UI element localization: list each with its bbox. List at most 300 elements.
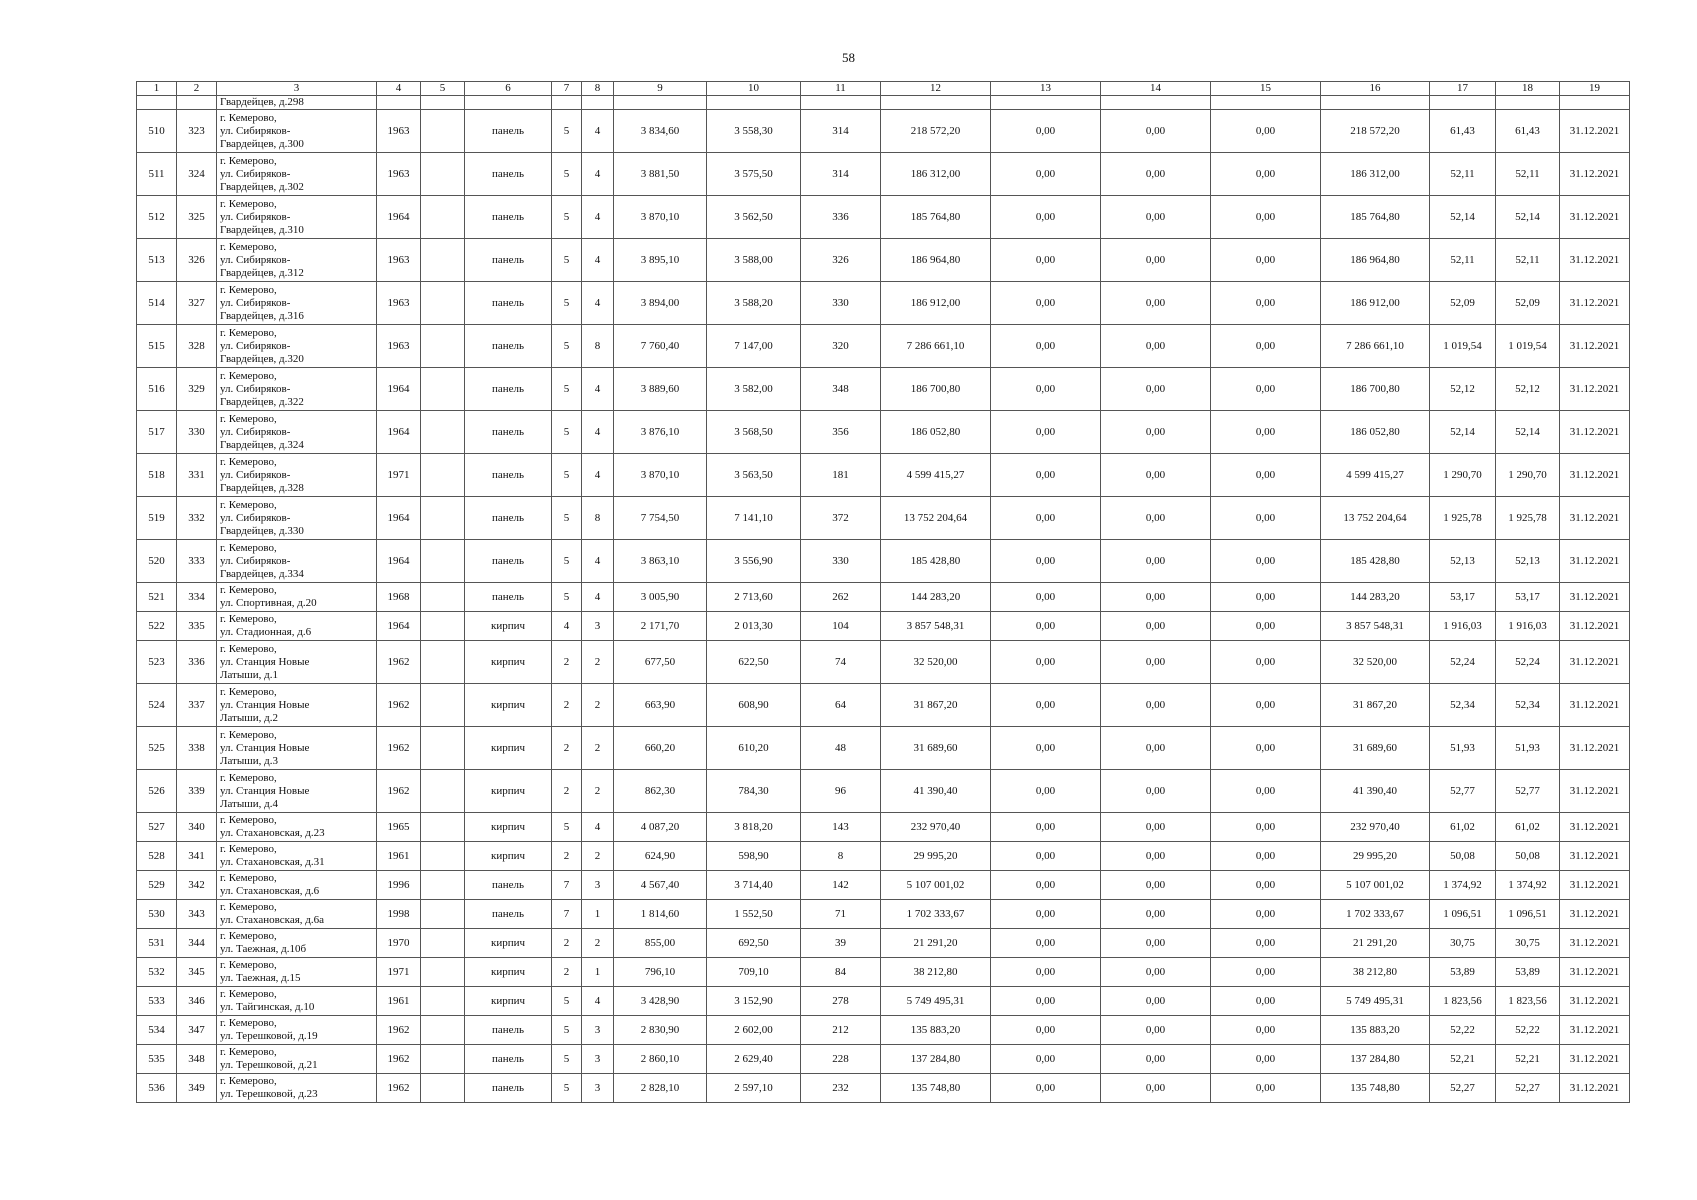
living-area-cell: 2 629,40: [707, 1045, 801, 1074]
fund-16-cell: 186 312,00: [1321, 153, 1430, 196]
residents-cell: 262: [801, 583, 881, 612]
deadline-date-cell: 31.12.2021: [1560, 497, 1630, 540]
entrances-cell: 4: [582, 239, 614, 282]
year-built-cell: 1962: [377, 770, 421, 813]
unit-cost-17-cell: 52,77: [1430, 770, 1496, 813]
fund-13-cell: 0,00: [991, 540, 1101, 583]
entrances-cell: 3: [582, 1016, 614, 1045]
fund-13-cell: 0,00: [991, 411, 1101, 454]
fund-14-cell: 0,00: [1101, 153, 1211, 196]
unit-cost-17-cell: 51,93: [1430, 727, 1496, 770]
total-area-cell: 660,20: [614, 727, 707, 770]
column-5-cell: [421, 929, 465, 958]
address-line: Гвардейцев, д.324: [220, 438, 304, 451]
cost-total-cell: 5 749 495,31: [881, 987, 991, 1016]
column-header: 3: [217, 82, 377, 96]
floors-cell: 5: [552, 540, 582, 583]
residents-cell: 64: [801, 684, 881, 727]
wall-material-cell: кирпич: [465, 641, 552, 684]
column-5-cell: [421, 842, 465, 871]
unit-cost-18-cell: 52,27: [1496, 1074, 1560, 1103]
wall-material-cell: панель: [465, 1045, 552, 1074]
unit-cost-17-cell: 53,89: [1430, 958, 1496, 987]
address-line: г. Кемерово,: [220, 1075, 277, 1087]
fund-13-cell: 0,00: [991, 770, 1101, 813]
deadline-date-cell: 31.12.2021: [1560, 987, 1630, 1016]
address-line: ул. Стадионная, д.6: [220, 626, 312, 638]
fund-16-cell: 32 520,00: [1321, 641, 1430, 684]
row-number-cell: 533: [137, 987, 177, 1016]
address-cell: [217, 1045, 377, 1074]
wall-material-cell: панель: [465, 368, 552, 411]
unit-cost-18-cell: 1 823,56: [1496, 987, 1560, 1016]
fund-13-cell: 0,00: [991, 1045, 1101, 1074]
deadline-date-cell: 31.12.2021: [1560, 958, 1630, 987]
deadline-date-cell: 31.12.2021: [1560, 110, 1630, 153]
house-number-cell: 342: [177, 871, 217, 900]
address-line: ул. Стахановская, д.6: [220, 885, 320, 897]
house-number-cell: 348: [177, 1045, 217, 1074]
wall-material-cell: кирпич: [465, 612, 552, 641]
fund-13-cell: 0,00: [991, 454, 1101, 497]
address-cell: [217, 727, 377, 770]
address-line: г. Кемерово,: [220, 901, 277, 913]
table-row: [137, 900, 1630, 929]
fund-16-cell: 41 390,40: [1321, 770, 1430, 813]
cost-total-cell: 1 702 333,67: [881, 900, 991, 929]
cost-total-cell: 186 312,00: [881, 153, 991, 196]
living-area-cell: 610,20: [707, 727, 801, 770]
cost-total-cell: 135 748,80: [881, 1074, 991, 1103]
entrances-cell: 2: [582, 684, 614, 727]
address-line: ул. Станция Новые: [220, 741, 310, 754]
table-row: [137, 583, 1630, 612]
address-line: ул. Таежная, д.15: [220, 972, 301, 984]
living-area-cell: 3 556,90: [707, 540, 801, 583]
unit-cost-18-cell: 52,14: [1496, 411, 1560, 454]
row-number-cell: 536: [137, 1074, 177, 1103]
deadline-date-cell: 31.12.2021: [1560, 454, 1630, 497]
entrances-cell: 4: [582, 368, 614, 411]
column-header: 19: [1560, 82, 1630, 96]
unit-cost-17-cell: 52,14: [1430, 196, 1496, 239]
house-number-cell: 326: [177, 239, 217, 282]
entrances-cell: 2: [582, 842, 614, 871]
unit-cost-18-cell: 52,13: [1496, 540, 1560, 583]
cell-empty: [614, 96, 707, 110]
column-5-cell: [421, 583, 465, 612]
living-area-cell: 2 602,00: [707, 1016, 801, 1045]
unit-cost-17-cell: 52,13: [1430, 540, 1496, 583]
unit-cost-17-cell: 52,14: [1430, 411, 1496, 454]
cost-total-cell: 38 212,80: [881, 958, 991, 987]
wall-material-cell: кирпич: [465, 929, 552, 958]
fund-13-cell: 0,00: [991, 110, 1101, 153]
row-number-cell: 510: [137, 110, 177, 153]
wall-material-cell: панель: [465, 871, 552, 900]
fund-16-cell: 4 599 415,27: [1321, 454, 1430, 497]
fund-15-cell: 0,00: [1211, 987, 1321, 1016]
address-line: ул. Сибиряков-: [220, 124, 291, 137]
fund-13-cell: 0,00: [991, 684, 1101, 727]
total-area-cell: 677,50: [614, 641, 707, 684]
residents-cell: 232: [801, 1074, 881, 1103]
address-line: ул. Терешковой, д.19: [220, 1030, 318, 1042]
address-cell: [217, 612, 377, 641]
year-built-cell: 1961: [377, 842, 421, 871]
address-line: г. Кемерово,: [220, 369, 277, 382]
fund-15-cell: 0,00: [1211, 1016, 1321, 1045]
fund-14-cell: 0,00: [1101, 1045, 1211, 1074]
column-5-cell: [421, 900, 465, 929]
row-number-cell: 531: [137, 929, 177, 958]
column-5-cell: [421, 770, 465, 813]
unit-cost-17-cell: 1 290,70: [1430, 454, 1496, 497]
fund-14-cell: 0,00: [1101, 612, 1211, 641]
floors-cell: 2: [552, 641, 582, 684]
floors-cell: 4: [552, 612, 582, 641]
address-line: г. Кемерово,: [220, 154, 277, 167]
address-line: г. Кемерово,: [220, 642, 277, 655]
deadline-date-cell: 31.12.2021: [1560, 1074, 1630, 1103]
address-cell: [217, 813, 377, 842]
living-area-cell: 709,10: [707, 958, 801, 987]
unit-cost-17-cell: 52,27: [1430, 1074, 1496, 1103]
house-number-cell: 331: [177, 454, 217, 497]
house-number-cell: 332: [177, 497, 217, 540]
year-built-cell: 1962: [377, 1074, 421, 1103]
table-row: [137, 612, 1630, 641]
fund-16-cell: 218 572,20: [1321, 110, 1430, 153]
unit-cost-18-cell: 52,77: [1496, 770, 1560, 813]
address-line: ул. Тайгинская, д.10: [220, 1001, 315, 1013]
entrances-cell: 8: [582, 497, 614, 540]
table-row: [137, 325, 1630, 368]
total-area-cell: 855,00: [614, 929, 707, 958]
fund-16-cell: 13 752 204,64: [1321, 497, 1430, 540]
table-row: [137, 987, 1630, 1016]
column-header: 14: [1101, 82, 1211, 96]
total-area-cell: 4 087,20: [614, 813, 707, 842]
row-number-cell: 518: [137, 454, 177, 497]
row-number-cell: 517: [137, 411, 177, 454]
entrances-cell: 4: [582, 454, 614, 497]
table-row: [137, 871, 1630, 900]
deadline-date-cell: 31.12.2021: [1560, 871, 1630, 900]
entrances-cell: 4: [582, 583, 614, 612]
entrances-cell: 2: [582, 727, 614, 770]
row-number-cell: 513: [137, 239, 177, 282]
entrances-cell: 4: [582, 282, 614, 325]
column-5-cell: [421, 871, 465, 900]
floors-cell: 2: [552, 958, 582, 987]
living-area-cell: 784,30: [707, 770, 801, 813]
address-line: Гвардейцев, д.302: [220, 180, 304, 193]
fund-15-cell: 0,00: [1211, 454, 1321, 497]
column-header: 4: [377, 82, 421, 96]
year-built-cell: 1963: [377, 110, 421, 153]
address-line: Гвардейцев, д.322: [220, 395, 304, 408]
total-area-cell: 3 870,10: [614, 454, 707, 497]
fund-16-cell: 186 052,80: [1321, 411, 1430, 454]
address-line: г. Кемерово,: [220, 771, 277, 784]
total-area-cell: 2 830,90: [614, 1016, 707, 1045]
entrances-cell: 3: [582, 612, 614, 641]
total-area-cell: 3 894,00: [614, 282, 707, 325]
residents-cell: 314: [801, 110, 881, 153]
column-5-cell: [421, 813, 465, 842]
column-5-cell: [421, 540, 465, 583]
living-area-cell: 1 552,50: [707, 900, 801, 929]
living-area-cell: 3 568,50: [707, 411, 801, 454]
unit-cost-17-cell: 52,11: [1430, 153, 1496, 196]
fund-13-cell: 0,00: [991, 153, 1101, 196]
address-line: ул. Сибиряков-: [220, 468, 291, 481]
cost-total-cell: 218 572,20: [881, 110, 991, 153]
unit-cost-18-cell: 52,21: [1496, 1045, 1560, 1074]
address-cell: [217, 842, 377, 871]
address-line: г. Кемерово,: [220, 111, 277, 124]
floors-cell: 5: [552, 196, 582, 239]
fund-16-cell: 185 764,80: [1321, 196, 1430, 239]
entrances-cell: 4: [582, 196, 614, 239]
fund-14-cell: 0,00: [1101, 727, 1211, 770]
house-number-cell: 349: [177, 1074, 217, 1103]
residents-cell: 143: [801, 813, 881, 842]
column-header: 16: [1321, 82, 1430, 96]
column-header: 9: [614, 82, 707, 96]
address-line: ул. Таежная, д.10б: [220, 943, 307, 955]
living-area-cell: 3 818,20: [707, 813, 801, 842]
column-5-cell: [421, 282, 465, 325]
fund-13-cell: 0,00: [991, 612, 1101, 641]
address-line: Латыши, д.2: [220, 711, 278, 724]
table-row: [137, 454, 1630, 497]
house-number-cell: 328: [177, 325, 217, 368]
living-area-cell: 622,50: [707, 641, 801, 684]
address-line: ул. Стахановская, д.6а: [220, 914, 325, 926]
year-built-cell: 1971: [377, 958, 421, 987]
fund-16-cell: 29 995,20: [1321, 842, 1430, 871]
living-area-cell: 2 713,60: [707, 583, 801, 612]
column-5-cell: [421, 641, 465, 684]
cost-total-cell: 144 283,20: [881, 583, 991, 612]
floors-cell: 7: [552, 900, 582, 929]
total-area-cell: 862,30: [614, 770, 707, 813]
year-built-cell: 1998: [377, 900, 421, 929]
column-header: 15: [1211, 82, 1321, 96]
fund-13-cell: 0,00: [991, 900, 1101, 929]
table-row: [137, 153, 1630, 196]
table-row: [137, 411, 1630, 454]
residents-cell: 181: [801, 454, 881, 497]
address-line: г. Кемерово,: [220, 843, 277, 855]
floors-cell: 5: [552, 813, 582, 842]
address-cell: [217, 929, 377, 958]
house-number-cell: 324: [177, 153, 217, 196]
address-line: г. Кемерово,: [220, 988, 277, 1000]
entrances-cell: 3: [582, 1045, 614, 1074]
row-number-cell: 511: [137, 153, 177, 196]
fund-15-cell: 0,00: [1211, 641, 1321, 684]
fund-14-cell: 0,00: [1101, 684, 1211, 727]
year-built-cell: 1964: [377, 612, 421, 641]
address-line: ул. Станция Новые: [220, 784, 310, 797]
house-number-cell: 335: [177, 612, 217, 641]
unit-cost-17-cell: 52,34: [1430, 684, 1496, 727]
address-cell: [217, 454, 377, 497]
total-area-cell: 3 876,10: [614, 411, 707, 454]
year-built-cell: 1963: [377, 325, 421, 368]
address-line: г. Кемерово,: [220, 455, 277, 468]
row-number-cell: 527: [137, 813, 177, 842]
cell-empty: [707, 96, 801, 110]
wall-material-cell: панель: [465, 153, 552, 196]
residents-cell: 330: [801, 540, 881, 583]
unit-cost-18-cell: 53,89: [1496, 958, 1560, 987]
unit-cost-17-cell: 1 823,56: [1430, 987, 1496, 1016]
unit-cost-17-cell: 50,08: [1430, 842, 1496, 871]
address-line: ул. Стахановская, д.23: [220, 827, 325, 839]
total-area-cell: 3 863,10: [614, 540, 707, 583]
total-area-cell: 7 760,40: [614, 325, 707, 368]
address-cell: [217, 239, 377, 282]
wall-material-cell: кирпич: [465, 770, 552, 813]
total-area-cell: 2 171,70: [614, 612, 707, 641]
address-line: г. Кемерово,: [220, 613, 277, 625]
address-cell: [217, 368, 377, 411]
row-number-cell: 519: [137, 497, 177, 540]
fund-15-cell: 0,00: [1211, 612, 1321, 641]
fund-16-cell: 5 107 001,02: [1321, 871, 1430, 900]
year-built-cell: 1962: [377, 684, 421, 727]
row-number-cell: 524: [137, 684, 177, 727]
fund-15-cell: 0,00: [1211, 684, 1321, 727]
fund-16-cell: 1 702 333,67: [1321, 900, 1430, 929]
entrances-cell: 4: [582, 987, 614, 1016]
table-row: [137, 684, 1630, 727]
living-area-cell: 692,50: [707, 929, 801, 958]
year-built-cell: 1963: [377, 153, 421, 196]
fund-15-cell: 0,00: [1211, 110, 1321, 153]
total-area-cell: 3 881,50: [614, 153, 707, 196]
residents-cell: 48: [801, 727, 881, 770]
unit-cost-17-cell: 1 374,92: [1430, 871, 1496, 900]
unit-cost-17-cell: 1 925,78: [1430, 497, 1496, 540]
deadline-date-cell: 31.12.2021: [1560, 282, 1630, 325]
residents-cell: 372: [801, 497, 881, 540]
wall-material-cell: кирпич: [465, 842, 552, 871]
residents-cell: 142: [801, 871, 881, 900]
fund-14-cell: 0,00: [1101, 325, 1211, 368]
address-cell: [217, 110, 377, 153]
address-cell: [217, 1016, 377, 1045]
residents-cell: 74: [801, 641, 881, 684]
fund-14-cell: 0,00: [1101, 1016, 1211, 1045]
living-area-cell: 608,90: [707, 684, 801, 727]
row-number-cell: 525: [137, 727, 177, 770]
fund-15-cell: 0,00: [1211, 239, 1321, 282]
fund-15-cell: 0,00: [1211, 770, 1321, 813]
unit-cost-18-cell: 1 019,54: [1496, 325, 1560, 368]
address-line: ул. Сибиряков-: [220, 554, 291, 567]
fund-14-cell: 0,00: [1101, 540, 1211, 583]
fund-13-cell: 0,00: [991, 1074, 1101, 1103]
fund-13-cell: 0,00: [991, 1016, 1101, 1045]
row-number-cell: 534: [137, 1016, 177, 1045]
entrances-cell: 4: [582, 813, 614, 842]
cost-total-cell: 13 752 204,64: [881, 497, 991, 540]
floors-cell: 5: [552, 454, 582, 497]
column-5-cell: [421, 153, 465, 196]
column-header: 17: [1430, 82, 1496, 96]
wall-material-cell: кирпич: [465, 987, 552, 1016]
wall-material-cell: панель: [465, 325, 552, 368]
row-number-cell: 528: [137, 842, 177, 871]
fund-13-cell: 0,00: [991, 497, 1101, 540]
wall-material-cell: панель: [465, 1016, 552, 1045]
fund-16-cell: 135 748,80: [1321, 1074, 1430, 1103]
unit-cost-17-cell: 1 019,54: [1430, 325, 1496, 368]
deadline-date-cell: 31.12.2021: [1560, 368, 1630, 411]
fund-16-cell: 186 964,80: [1321, 239, 1430, 282]
unit-cost-17-cell: 52,12: [1430, 368, 1496, 411]
column-header: 5: [421, 82, 465, 96]
address-line: г. Кемерово,: [220, 584, 277, 596]
fund-14-cell: 0,00: [1101, 1074, 1211, 1103]
address-line: ул. Терешковой, д.23: [220, 1088, 318, 1100]
fund-15-cell: 0,00: [1211, 282, 1321, 325]
residents-cell: 96: [801, 770, 881, 813]
unit-cost-18-cell: 52,09: [1496, 282, 1560, 325]
entrances-cell: 2: [582, 641, 614, 684]
cost-total-cell: 31 689,60: [881, 727, 991, 770]
address-line: ул. Сибиряков-: [220, 167, 291, 180]
floors-cell: 2: [552, 684, 582, 727]
table-row: [137, 282, 1630, 325]
living-area-cell: 3 582,00: [707, 368, 801, 411]
cost-total-cell: 4 599 415,27: [881, 454, 991, 497]
year-built-cell: 1968: [377, 583, 421, 612]
address-cell: [217, 684, 377, 727]
column-5-cell: [421, 987, 465, 1016]
floors-cell: 5: [552, 368, 582, 411]
cost-total-cell: 31 867,20: [881, 684, 991, 727]
fund-13-cell: 0,00: [991, 325, 1101, 368]
table-row: [137, 929, 1630, 958]
unit-cost-18-cell: 1 290,70: [1496, 454, 1560, 497]
fund-16-cell: 185 428,80: [1321, 540, 1430, 583]
table-row: [137, 110, 1630, 153]
living-area-cell: 3 563,50: [707, 454, 801, 497]
fund-14-cell: 0,00: [1101, 196, 1211, 239]
cell-empty: [377, 96, 421, 110]
fund-15-cell: 0,00: [1211, 900, 1321, 929]
wall-material-cell: кирпич: [465, 958, 552, 987]
address-line: г. Кемерово,: [220, 1017, 277, 1029]
fund-14-cell: 0,00: [1101, 411, 1211, 454]
table-row: [137, 1074, 1630, 1103]
fund-16-cell: 31 867,20: [1321, 684, 1430, 727]
total-area-cell: 7 754,50: [614, 497, 707, 540]
table-row: [137, 497, 1630, 540]
entrances-cell: 3: [582, 1074, 614, 1103]
fund-14-cell: 0,00: [1101, 110, 1211, 153]
deadline-date-cell: 31.12.2021: [1560, 153, 1630, 196]
row-number-cell: 530: [137, 900, 177, 929]
cost-total-cell: 135 883,20: [881, 1016, 991, 1045]
year-built-cell: 1962: [377, 727, 421, 770]
